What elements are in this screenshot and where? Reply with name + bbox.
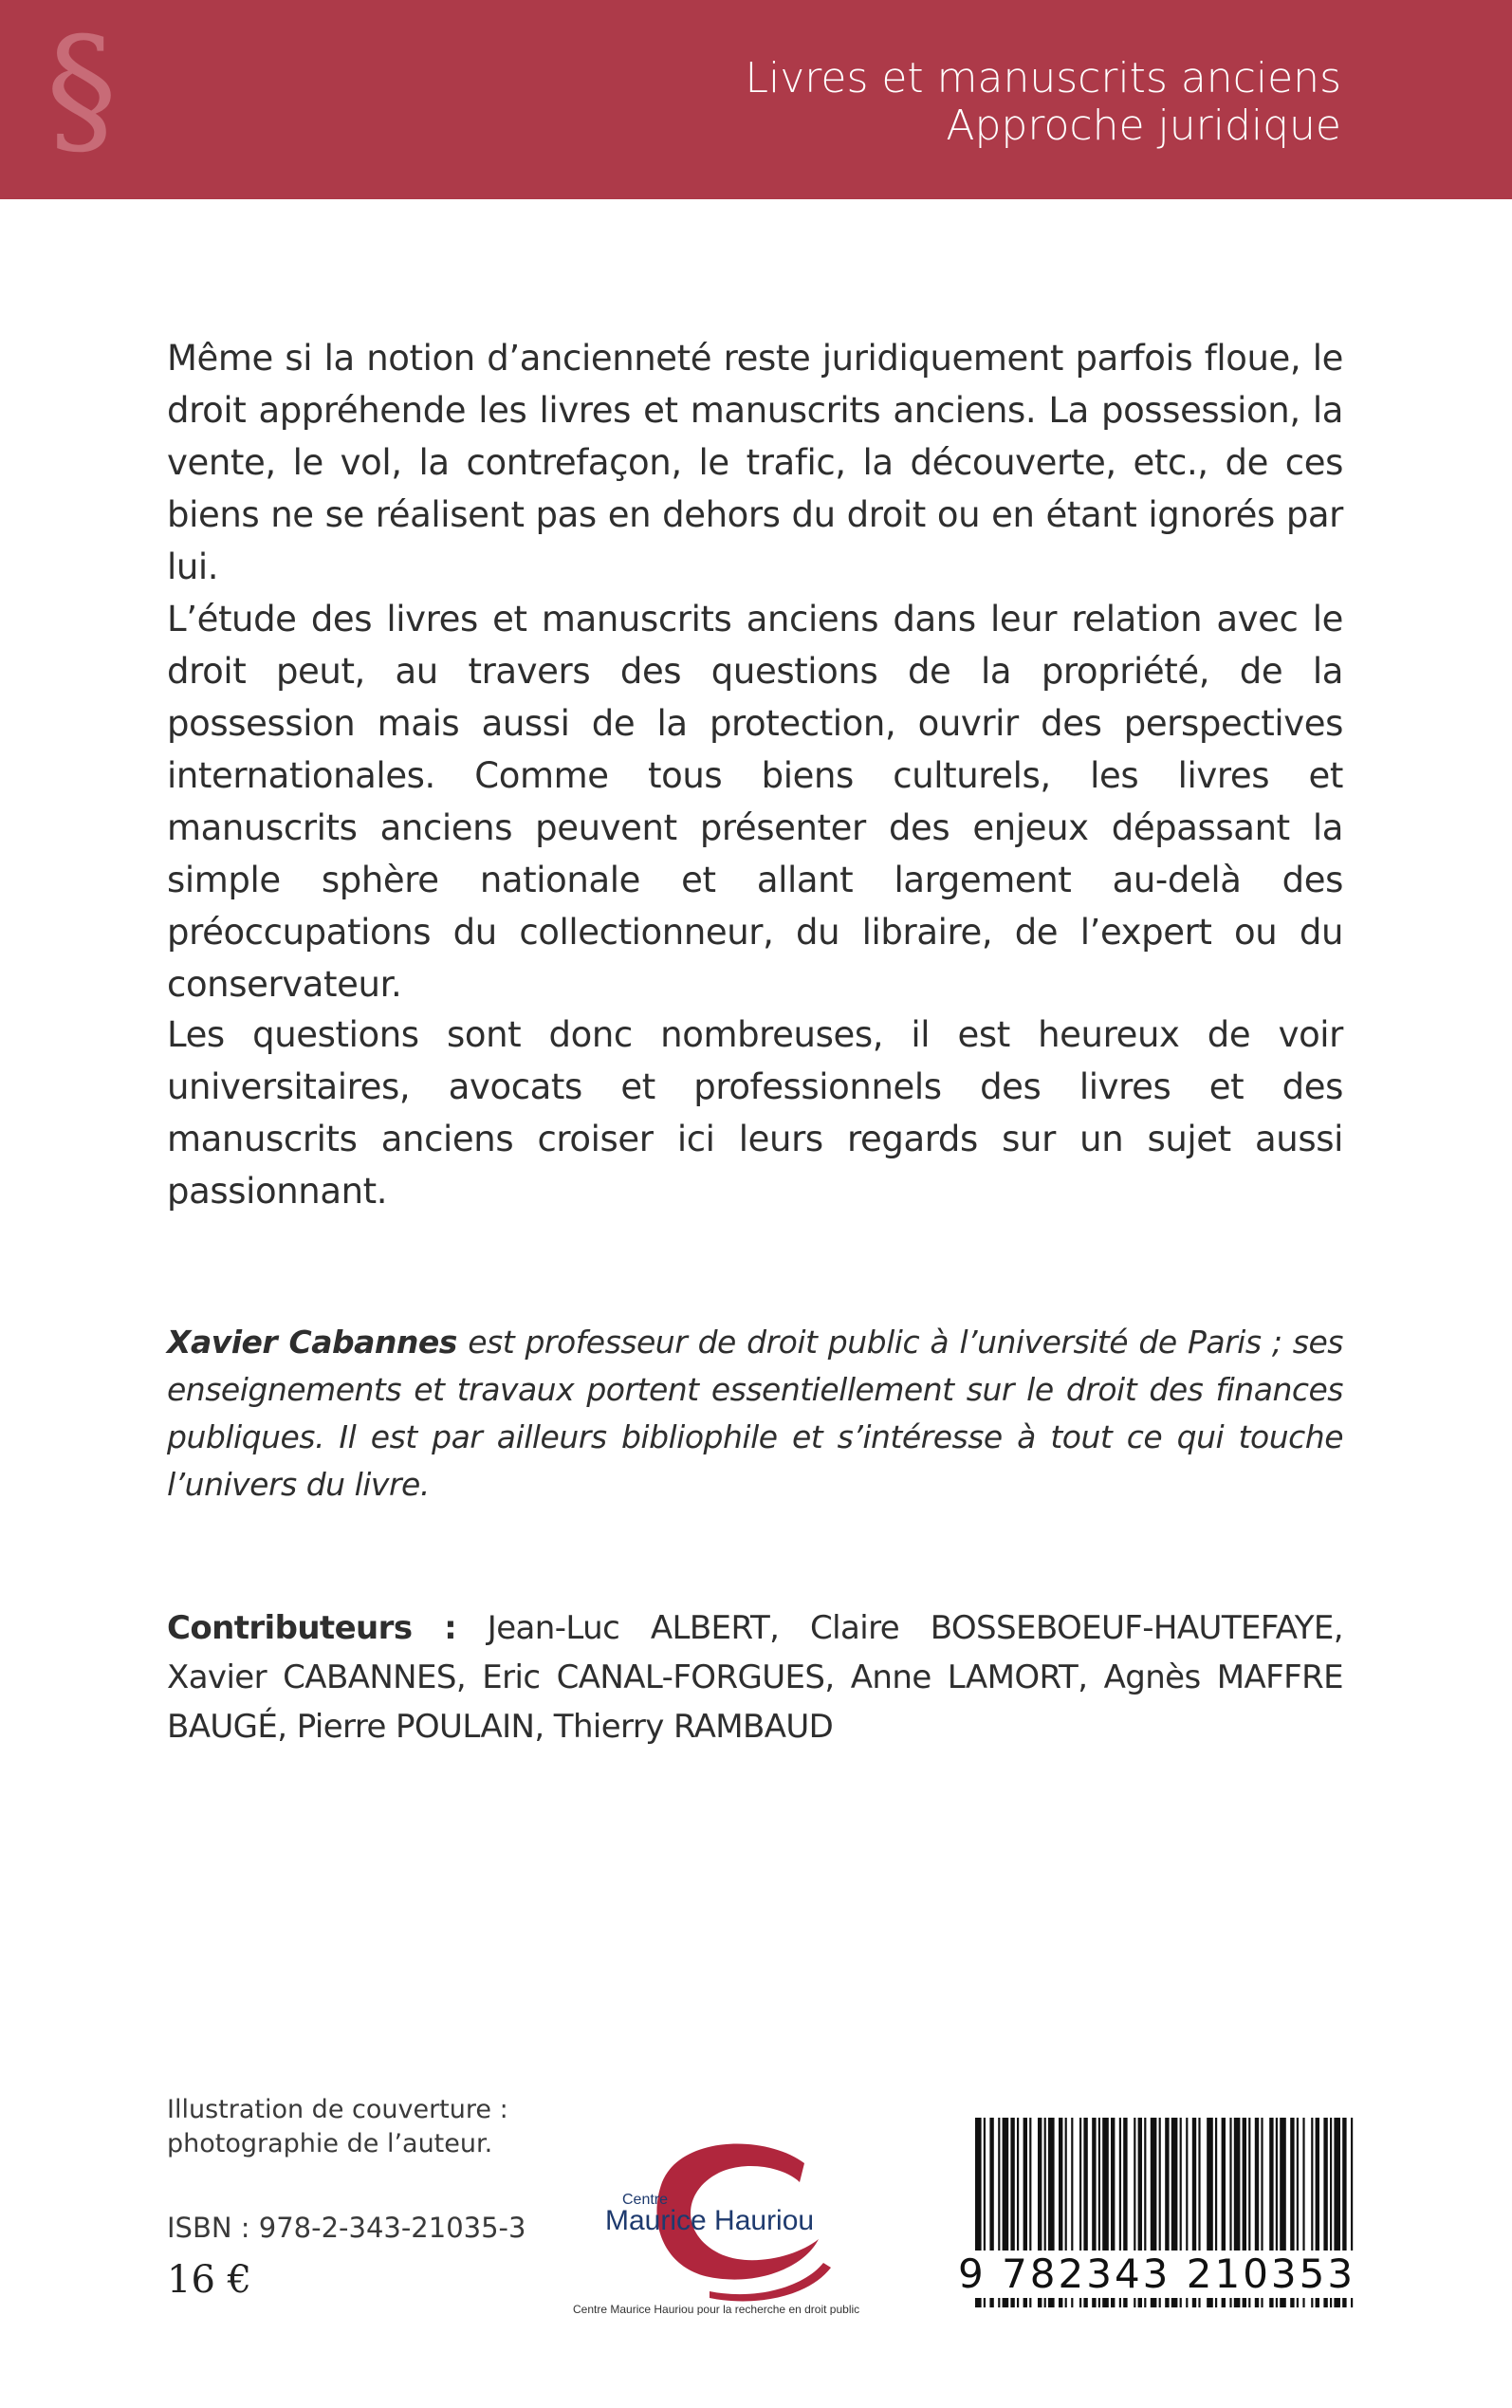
price: 16 € [167,2258,252,2302]
book-title: Livres et manuscrits anciens [745,54,1341,102]
contributors [167,1603,1343,1751]
author-name: Xavier Cabannes [167,1324,457,1361]
description-paragraph-2: L’étude des livres et manuscrits anciens dans leur relation avec le droit peut, au travers des questions de la propriété, de la possession mais aussi de la protection, ouvrir des perspectives internationales. Comme tous biens culturels, les livres et manuscrits anciens peuvent présenter des enjeux dépassant la simple sphère nationale et allant largement au-delà des préoccupations du collectionneur, du libraire, de l’expert ou du conservateur. [167,599,1343,1005]
cover-credit-line-2: photographie de l’auteur. [167,2129,493,2158]
barcode-digits: 9 782343 210353 [952,2251,1375,2298]
description-paragraph-1: Même si la notion d’ancienneté reste juridiquement parfois floue, le droit appréhende les livres et manuscrits anciens. La possession, la vente, le vol, la contrefaçon, le trafic, la découverte, etc., de ces biens ne se réalisent pas en dehors du droit ou en étant ignorés par lui. [167,338,1343,587]
logo-small-text: Centre [622,2192,669,2208]
author-bio-text: est professeur de droit public à l’université de Paris ; ses enseignements et travaux portent essentiellement sur le droit des finances publiques. Il est par ailleurs bibliophile et s’intéresse à tout ce qui touche l’univers du livre. [167,1324,1343,1503]
logo-name: Maurice Hauriou [605,2205,815,2236]
logo-tagline: Centre Maurice Hauriou pour la recherche en droit public [573,2303,860,2315]
centre-maurice-hauriou-logo [567,2125,909,2315]
contributors-label: Contributeurs : [167,1609,457,1647]
cover-credit-line-1: Illustration de couverture : [167,2095,508,2124]
section-sign-icon: § [46,8,118,173]
contributors-names: Jean-Luc ALBERT, Claire BOSSEBOEUF-HAUTEFAYE, Xavier CABANNES, Eric CANAL-FORGUES, Anne LAMORT, Agnès MAFFRE BAUGÉ, Pierre POULAIN, Thierry RAMBAUD [167,1609,1343,1746]
book-subtitle: Approche juridique [946,102,1341,150]
header-banner [0,0,1512,199]
isbn: ISBN : 978-2-343-21035-3 [167,2212,526,2244]
description-paragraph-3: Les questions sont donc nombreuses, il est heureux de voir universitaires, avocats et professionnels des livres et des manuscrits anciens croiser ici leurs regards sur un sujet aussi passionnant. [167,1014,1343,1212]
author-bio [167,1319,1343,1509]
